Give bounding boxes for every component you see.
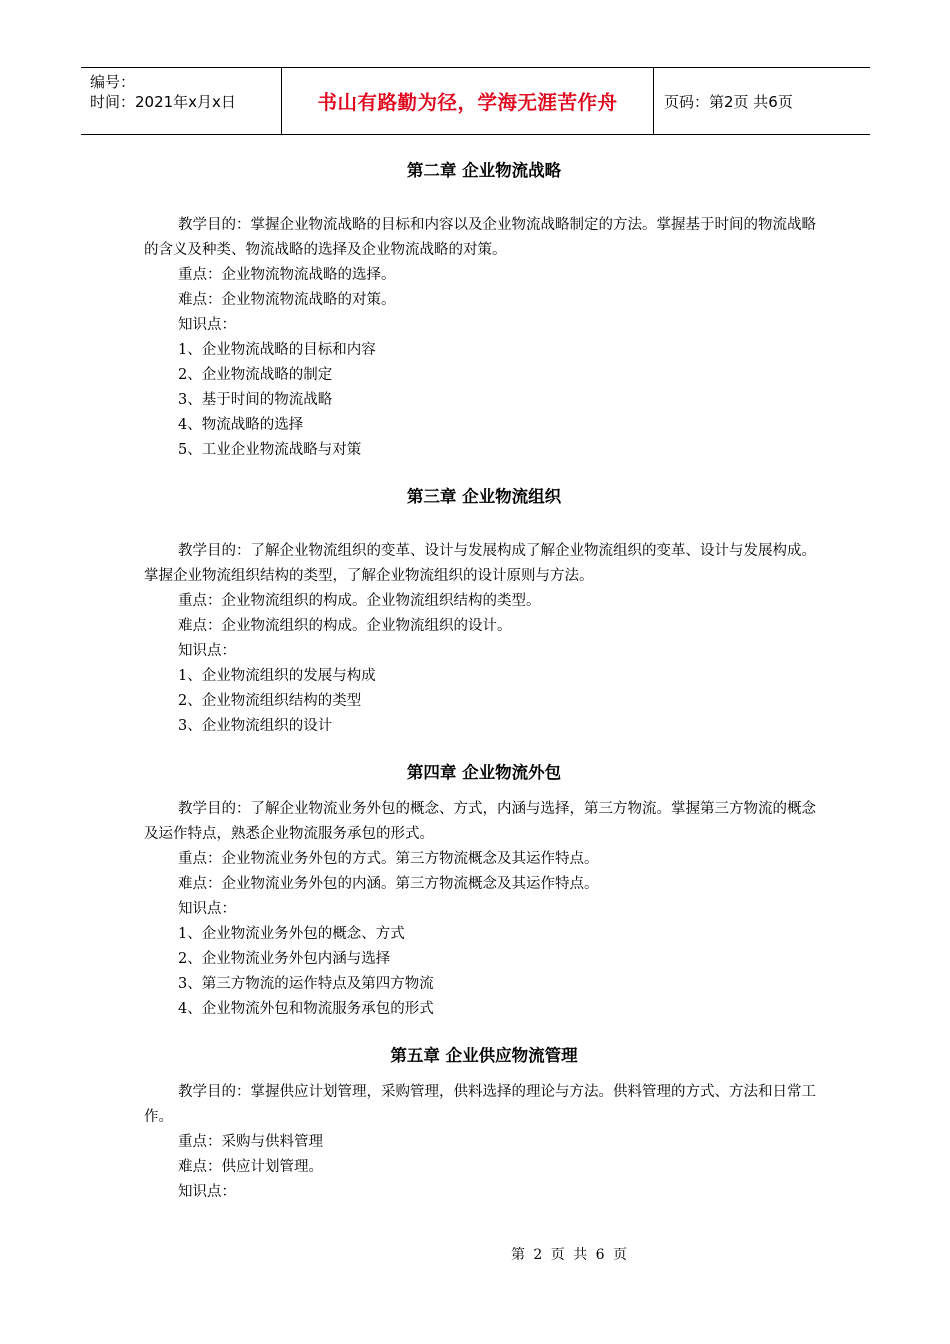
chapter-3: [144, 481, 824, 739]
serial-label: 编号：: [90, 73, 136, 91]
teaching-purpose: 教学目的：掌握供应计划管理，采购管理，供料选择的理论与方法。供料管理的方式、方法和日常工作。: [144, 1084, 816, 1125]
list-item: 3、基于时间的物流战略: [178, 392, 333, 408]
teaching-purpose: 教学目的：了解企业物流组织的变革、设计与发展构成了解企业物流组织的变革、设计与发展构成。掌握企业物流组织结构的类型，了解企业物流组织的设计原则与方法。: [144, 543, 816, 584]
header-meta: [81, 68, 282, 134]
knowledge-label: 知识点：: [178, 901, 236, 917]
list-item: 2、企业物流组织结构的类型: [178, 693, 362, 709]
chapter-4: [144, 757, 824, 1022]
teaching-purpose: 教学目的：了解企业物流业务外包的概念、方式，内涵与选择，第三方物流。掌握第三方物流的概念及运作特点，熟悉企业物流服务承包的形式。: [144, 801, 816, 842]
chapter-title: 第三章 企业物流组织: [406, 487, 562, 506]
list-item: 5、工业企业物流战略与对策: [178, 442, 362, 458]
difficulty: 难点：企业物流组织的构成。企业物流组织的设计。: [178, 618, 512, 634]
chapter-title: 第五章 企业供应物流管理: [390, 1046, 578, 1065]
difficulty: 难点：企业物流业务外包的内涵。第三方物流概念及其运作特点。: [178, 876, 599, 892]
list-item: 2、企业物流战略的制定: [178, 367, 333, 383]
time-label: 时间：2021年x月x日: [90, 93, 236, 111]
knowledge-list: [144, 922, 824, 1022]
list-item: 4、企业物流外包和物流服务承包的形式: [178, 1001, 434, 1017]
list-item: 1、企业物流战略的目标和内容: [178, 342, 376, 358]
difficulty: 难点：供应计划管理。: [178, 1159, 323, 1175]
page-header: [81, 67, 870, 135]
knowledge-list: [144, 664, 824, 739]
knowledge-label: 知识点：: [178, 1184, 236, 1200]
teaching-purpose: 教学目的：掌握企业物流战略的目标和内容以及企业物流战略制定的方法。掌握基于时间的物流战略的含义及种类、物流战略的选择及企业物流战略的对策。: [144, 217, 816, 258]
chapter-2: [144, 155, 824, 463]
list-item: 1、企业物流业务外包的概念、方式: [178, 926, 405, 942]
difficulty: 难点：企业物流物流战略的对策。: [178, 292, 396, 308]
key-point: 重点：企业物流组织的构成。企业物流组织结构的类型。: [178, 593, 541, 609]
list-item: 2、企业物流业务外包内涵与选择: [178, 951, 391, 967]
list-item: 3、第三方物流的运作特点及第四方物流: [178, 976, 434, 992]
knowledge-label: 知识点：: [178, 643, 236, 659]
list-item: 4、物流战略的选择: [178, 417, 304, 433]
list-item: 3、企业物流组织的设计: [178, 718, 333, 734]
page-footer: 第 2 页 共 6 页: [510, 1247, 630, 1263]
document-body: [144, 155, 824, 1223]
chapter-title: 第四章 企业物流外包: [406, 763, 562, 782]
key-point: 重点：采购与供料管理: [178, 1134, 323, 1150]
header-motto: 书山有路勤为径，学海无涯苦作舟: [282, 68, 654, 134]
list-item: 1、企业物流组织的发展与构成: [178, 668, 376, 684]
knowledge-list: [144, 338, 824, 463]
key-point: 重点：企业物流业务外包的方式。第三方物流概念及其运作特点。: [178, 851, 599, 867]
knowledge-label: 知识点：: [178, 317, 236, 333]
header-page-info: 页码：第2页 共6页: [664, 92, 793, 111]
chapter-5: [144, 1040, 824, 1205]
key-point: 重点：企业物流物流战略的选择。: [178, 267, 396, 283]
chapter-title: 第二章 企业物流战略: [406, 161, 562, 180]
